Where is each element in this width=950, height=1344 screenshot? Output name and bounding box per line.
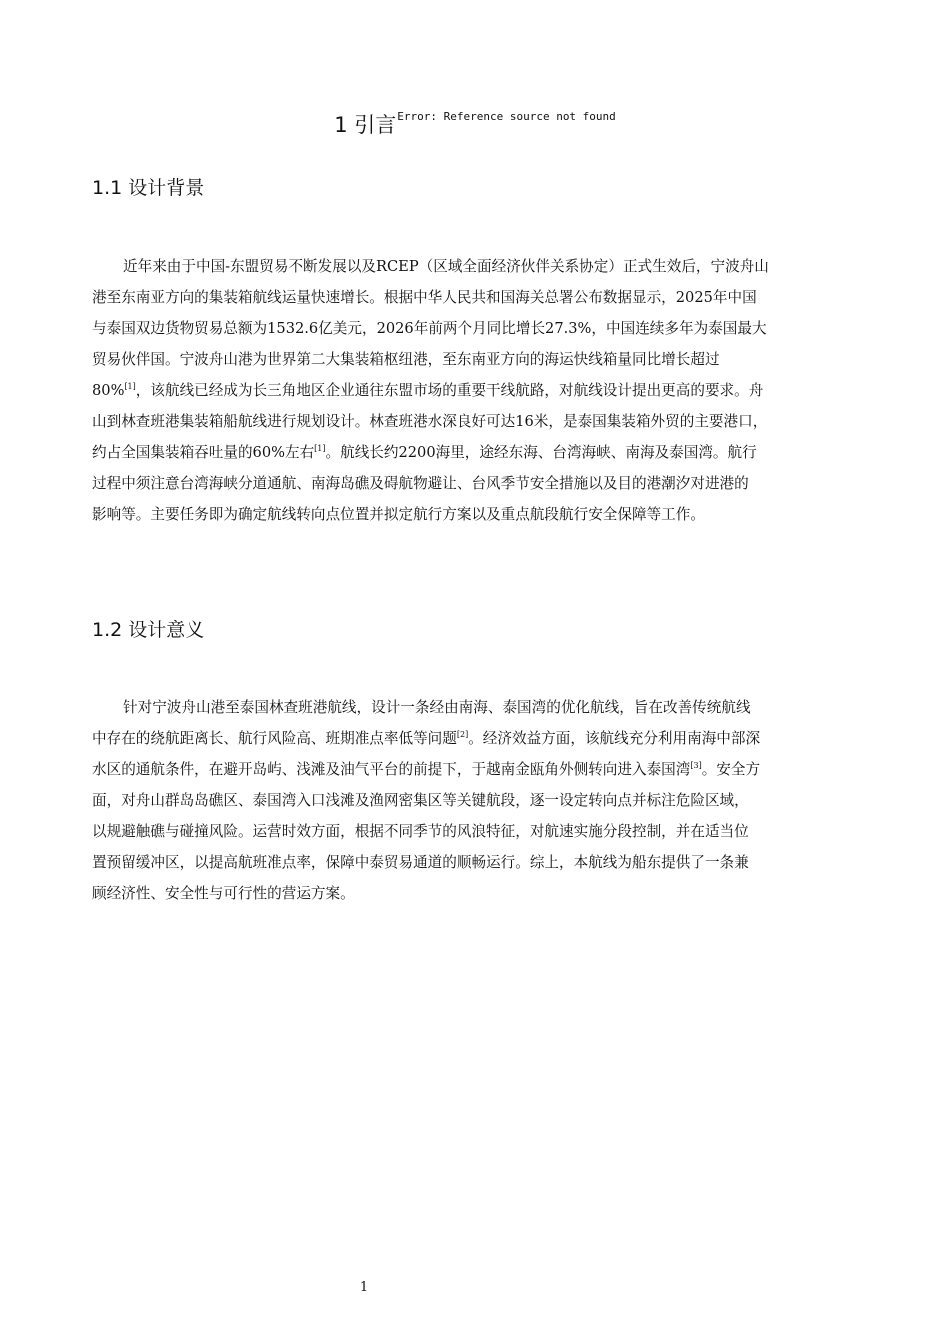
chapter-title (0, 100, 950, 142)
section-title-background: 1.1 设计背景 (92, 177, 205, 199)
text-segment: 。安全方 (701, 761, 761, 778)
text-line: 近年来由于中国-东盟贸易不断发展以及RCEP（区域全面经济伙伴关系协定）正式生效后，宁波舟山 (123, 258, 769, 275)
citation-ref[interactable]: [2] (456, 730, 469, 739)
text-line: 过程中须注意台湾海峡分道通航、南海岛礁及碍航物避让、台风季节安全措施以及目的港潮汐对进港的 (92, 475, 749, 492)
text-line: 港至东南亚方向的集装箱航线运量快速增长。根据中华人民共和国海关总署公布数据显示，2025年中国 (92, 289, 757, 306)
text-line (92, 723, 852, 754)
page-number: 1 (359, 1280, 369, 1295)
text-line (92, 754, 852, 785)
chapter-title-text: 1 引言 (334, 113, 397, 137)
text-line (92, 437, 862, 468)
text-line: 山到林查班港集装箱船航线进行规划设计。林查班港水深良好可达16米，是泰国集装箱外贸的主要港口， (92, 413, 768, 430)
text-line (92, 375, 862, 406)
section-title-significance: 1.2 设计意义 (92, 619, 205, 641)
text-line: 影响等。主要任务即为确定航线转向点位置并拟定航行方案以及重点航段航行安全保障等工作。 (92, 506, 705, 523)
text-segment: ，该航线已经成为长三角地区企业通往东盟市场的重要干线航路，对航线设计提出更高的要求。舟 (135, 382, 764, 399)
citation-ref[interactable]: [3] (690, 761, 702, 770)
text-line: 与泰国双边货物贸易总额为1532.6亿美元，2026年前两个月同比增长27.3%，中国连续多年为泰国最大 (92, 320, 767, 337)
text-segment: 。经济效益方面，该航线充分利用南海中部深 (468, 730, 761, 747)
reference-error-note: Error: Reference source not found (397, 110, 616, 123)
text-segment: 80% (92, 382, 125, 399)
text-line: 以规避触礁与碰撞风险。运营时效方面，根据不同季节的风浪特征，对航速实施分段控制，并在适当位 (92, 823, 749, 840)
text-line: 贸易伙伴国。宁波舟山港为世界第二大集装箱枢纽港，至东南亚方向的海运快线箱量同比增长超过 (92, 351, 720, 368)
paragraph-background (92, 251, 862, 530)
text-line: 顾经济性、安全性与可行性的营运方案。 (92, 885, 355, 902)
citation-ref[interactable]: [1] (124, 382, 136, 391)
text-segment: 。航线长约2200海里，途经东海、台湾海峡、南海及泰国湾。航行 (325, 444, 757, 461)
text-line: 针对宁波舟山港至泰国林查班港航线，设计一条经由南海、泰国湾的优化航线，旨在改善传统航线 (123, 699, 751, 716)
text-segment: 约占全国集装箱吞吐量的60%左右 (92, 444, 315, 461)
citation-ref[interactable]: [1] (314, 444, 326, 453)
text-segment: 水区的通航条件，在避开岛屿、浅滩及油气平台的前提下，于越南金瓯角外侧转向进入泰国湾 (92, 761, 691, 778)
paragraph-significance (92, 692, 852, 909)
text-line: 置预留缓冲区，以提高航班准点率，保障中泰贸易通道的顺畅运行。综上，本航线为船东提供了一条兼 (92, 854, 749, 871)
text-segment: 中存在的绕航距离长、航行风险高、班期准点率低等问题 (92, 730, 457, 747)
text-line: 面，对舟山群岛岛礁区、泰国湾入口浅滩及渔网密集区等关键航段，逐一设定转向点并标注危险区域， (92, 792, 749, 809)
